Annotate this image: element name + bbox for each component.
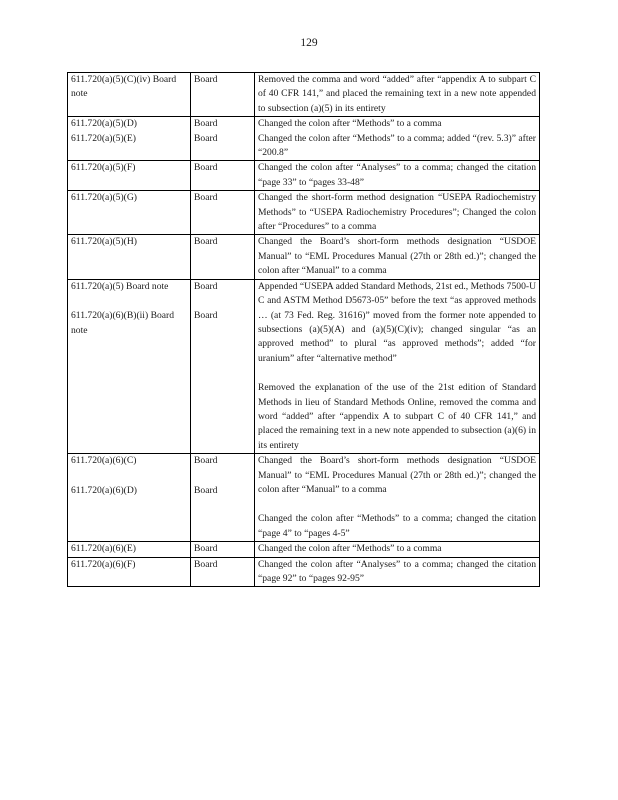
entry-spacer	[194, 294, 251, 309]
section-text: 611.720(a)(6)(B)(ii) Board note	[71, 310, 175, 336]
description-cell	[255, 191, 540, 235]
actor-text: Board	[194, 455, 218, 467]
section-text: 611.720(a)(5)(F)	[71, 162, 136, 174]
description-text: Removed the comma and word “added” after “appendix A to subpart C of 40 CFR 141,” and placed the remaining text in a new note appended to subsection (a)(5) in its entirety	[258, 74, 536, 114]
actor-text: Board	[194, 74, 218, 85]
description-text: Changed the Board’s short-form methods designation “USDOE Manual” to “EML Procedures Manual (27th or 28th ed.)”; changed the colon after “Manual” to a comma	[258, 236, 536, 277]
table-row	[68, 73, 540, 117]
description-cell	[255, 279, 540, 453]
description-cell	[255, 235, 540, 279]
actor-cell	[191, 542, 255, 557]
section-text: 611.720(a)(6)(F)	[71, 558, 136, 570]
entry-spacer	[71, 294, 187, 309]
section-text: 611.720(a)(6)(C)	[71, 455, 137, 467]
actor-text: Board	[194, 543, 218, 555]
section-text: 611.720(a)(5)(H)	[71, 236, 137, 248]
table-row	[68, 161, 540, 191]
actor-text: Board	[194, 236, 218, 248]
section-text: 611.720(a)(5)(D)	[71, 118, 137, 130]
description-cell	[255, 117, 540, 161]
section-text: 611.720(a)(5) Board note	[71, 280, 169, 292]
section-text: 611.720(a)(5)(G)	[71, 192, 137, 204]
description-text: Appended “USEPA added Standard Methods, 21st ed., Methods 7500-U C and ASTM Method D5673-05” before the text “as approved methods … (at 73 Fed. Reg. 31616)” moved from the former note appended to subsections (a)(5)(A) and (a)(5)(C)(iv); changed singular “as an approved method” to plural “as approved methods”; added “for uranium” after “alternative method”	[258, 280, 536, 364]
table-row	[68, 557, 540, 587]
description-text: Changed the colon after “Methods” to a comma; changed the citation “page 4” to “pages 4-5”	[258, 513, 536, 539]
description-text: Changed the colon after “Methods” to a comma	[258, 543, 442, 555]
actor-text: Board	[194, 310, 218, 322]
entry-spacer	[258, 497, 536, 512]
description-text: Removed the explanation of the use of the 21st edition of Standard Methods in lieu of Standard Methods Online, removed the comma and word “added” after “appendix A to subpart C of 40 CFR 141,” and placed the remaining text in a new note appended to subsection (a)(6) in its entirety	[258, 382, 536, 451]
section-cell	[68, 557, 191, 587]
description-text: Changed the short-form method designation “USEPA Radiochemistry Methods” to “USEPA Radiochemistry Procedures”; Changed the colon after “Procedures” to a comma	[258, 192, 536, 233]
description-text: Changed the colon after “Methods” to a comma; added “(rev. 5.3)” after “200.8”	[258, 132, 536, 159]
actor-cell	[191, 161, 255, 191]
amendments-table	[67, 72, 540, 587]
actor-cell	[191, 235, 255, 279]
section-text: 611.720(a)(5)(C)(iv) Board note	[71, 74, 177, 100]
actor-text: Board	[194, 162, 218, 174]
actor-text: Board	[194, 192, 218, 204]
table-row	[68, 454, 540, 542]
table-row	[68, 279, 540, 453]
actor-text: Board	[194, 558, 218, 570]
section-cell	[68, 161, 191, 191]
description-cell	[255, 557, 540, 587]
table-row	[68, 542, 540, 557]
actor-text: Board	[194, 118, 218, 130]
entry-spacer	[258, 366, 536, 381]
description-cell	[255, 161, 540, 191]
section-cell	[68, 117, 191, 161]
description-text: Changed the Board’s short-form methods designation “USDOE Manual” to “EML Procedures Manual (27th or 28th ed.)”; changed the colon after “Manual” to a comma	[258, 455, 536, 495]
actor-text: Board	[194, 484, 218, 496]
section-text: 611.720(a)(5)(E)	[71, 132, 136, 144]
section-text: 611.720(a)(6)(D)	[71, 484, 137, 496]
actor-text: Board	[194, 280, 218, 292]
section-cell	[68, 73, 191, 117]
table-row	[68, 117, 540, 161]
description-cell	[255, 454, 540, 542]
section-cell	[68, 191, 191, 235]
actor-cell	[191, 191, 255, 235]
actor-cell	[191, 454, 255, 542]
actor-cell	[191, 117, 255, 161]
section-cell	[68, 235, 191, 279]
actor-text: Board	[194, 132, 218, 144]
description-cell	[255, 73, 540, 117]
description-text: Changed the colon after “Methods” to a comma	[258, 118, 442, 130]
actor-cell	[191, 73, 255, 117]
actor-cell	[191, 557, 255, 587]
table-row	[68, 191, 540, 235]
description-cell	[255, 542, 540, 557]
section-cell	[68, 454, 191, 542]
section-cell	[68, 279, 191, 453]
page-number: 129	[300, 37, 318, 49]
entry-spacer	[71, 469, 187, 484]
description-text: Changed the colon after “Analyses” to a comma; changed the citation “page 92” to “pages 92-95”	[258, 558, 536, 584]
actor-cell	[191, 279, 255, 453]
section-cell	[68, 542, 191, 557]
table-row	[68, 235, 540, 279]
entry-spacer	[194, 469, 251, 484]
description-text: Changed the colon after “Analyses” to a comma; changed the citation “page 33” to “pages 33-48”	[258, 162, 536, 188]
section-text: 611.720(a)(6)(E)	[71, 543, 136, 555]
